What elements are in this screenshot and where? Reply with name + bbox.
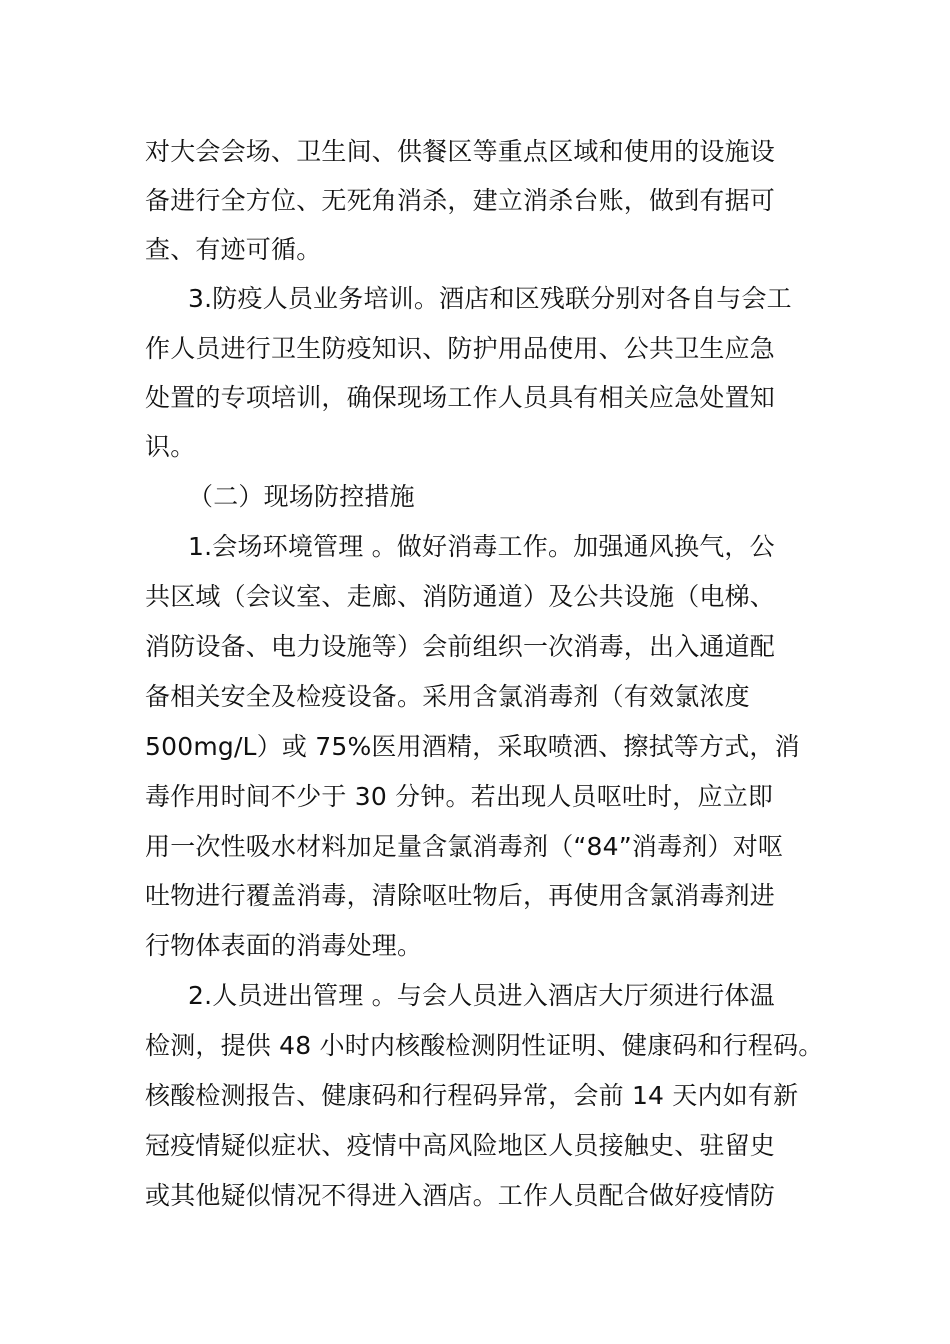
text-line: 核酸检测报告、健康码和行程码异常，会前 14 天内如有新 xyxy=(145,1081,799,1110)
paragraph-start-line: 2.人员进出管理 。与会人员进入酒店大厅须进行体温 xyxy=(188,981,775,1010)
section-heading: （二）现场防控措施 xyxy=(188,482,415,511)
text-line: 共区域（会议室、走廊、消防通道）及公共设施（电梯、 xyxy=(145,582,776,611)
text-line: 查、有迹可循。 xyxy=(145,235,322,264)
text-line: 冠疫情疑似症状、疫情中高风险地区人员接触史、驻留史 xyxy=(145,1131,776,1160)
text-line: 行物体表面的消毒处理。 xyxy=(145,931,423,960)
text-line: 识。 xyxy=(145,432,196,461)
paragraph-start-line: 1.会场环境管理 。做好消毒工作。加强通风换气，公 xyxy=(188,532,775,561)
text-line: 备相关安全及检疫设备。采用含氯消毒剂（有效氯浓度 xyxy=(145,682,750,711)
text-line: 毒作用时间不少于 30 分钟。若出现人员呕吐时，应立即 xyxy=(145,782,774,811)
text-line: 处置的专项培训，确保现场工作人员具有相关应急处置知 xyxy=(145,383,776,412)
text-line: 消防设备、电力设施等）会前组织一次消毒，出入通道配 xyxy=(145,632,776,661)
paragraph-start-line: 3.防疫人员业务培训。酒店和区残联分别对各自与会工 xyxy=(188,284,792,313)
text-line: 500mg/L）或 75%医用酒精，采取喷洒、擦拭等方式，消 xyxy=(145,732,800,761)
text-line: 检测，提供 48 小时内核酸检测阴性证明、健康码和行程码。 xyxy=(145,1031,824,1060)
text-line: 作人员进行卫生防疫知识、防护用品使用、公共卫生应急 xyxy=(145,334,776,363)
text-line: 用一次性吸水材料加足量含氯消毒剂（“84”消毒剂）对呕 xyxy=(145,832,784,861)
text-line: 对大会会场、卫生间、供餐区等重点区域和使用的设施设 xyxy=(145,137,776,166)
text-line: 吐物进行覆盖消毒，清除呕吐物后，再使用含氯消毒剂进 xyxy=(145,881,776,910)
text-line: 备进行全方位、无死角消杀，建立消杀台账，做到有据可 xyxy=(145,186,776,215)
text-line: 或其他疑似情况不得进入酒店。工作人员配合做好疫情防 xyxy=(145,1181,776,1210)
